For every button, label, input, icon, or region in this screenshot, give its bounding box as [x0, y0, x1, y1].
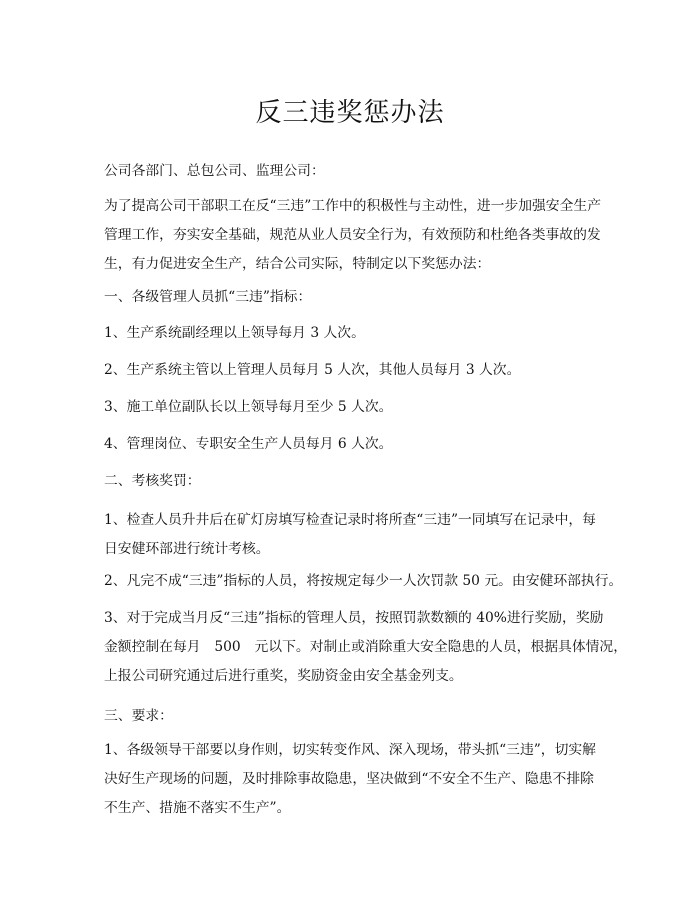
section3-item1-line: 不生产、措施不落实不生产”。 [104, 800, 291, 816]
document-title: 反三违奖惩办法 [255, 98, 445, 128]
section3-item1-line: 1、各级领导干部要以身作则，切实转变作风、深入现场，带头抓“三违”，切实解 [104, 742, 596, 758]
section2-item3-line: 金额控制在每月 500 元以下。对制止或消除重大安全隐患的人员，根据具体情况， [104, 639, 628, 655]
section2-item3-line: 3、对于完成当月反“三违”指标的管理人员，按照罚款数额的 40%进行奖励，奖励 [104, 610, 604, 626]
section1-item: 1、生产系统副经理以上领导每月 3 人次。 [104, 325, 365, 341]
section3-item1 [104, 736, 609, 823]
section2-item3 [104, 604, 628, 691]
section1-item: 3、施工单位副队长以上领导每月至少 5 人次。 [104, 399, 393, 415]
intro-line: 生，有力促进安全生产，结合公司实际，特制定以下奖惩办法： [104, 256, 491, 272]
section3-item1-line: 决好生产现场的问题，及时排除事故隐患，坚决做到“不安全不生产、隐患不排除 [104, 771, 594, 787]
section3-heading: 三、要求： [104, 708, 173, 724]
section1-item: 2、生产系统主管以上管理人员每月 5 人次，其他人员每月 3 人次。 [104, 362, 521, 378]
section2-item1-line: 日安健环部进行统计考核。 [104, 541, 270, 557]
salutation: 公司各部门、总包公司、监理公司： [104, 163, 325, 179]
section1-heading: 一、各级管理人员抓“三违”指标： [104, 289, 312, 305]
intro-line: 管理工作，夯实安全基础，规范从业人员安全行为，有效预防和杜绝各类事故的发 [104, 227, 601, 243]
section2-heading: 二、考核奖罚： [104, 473, 201, 489]
section1-item: 4、管理岗位、专职安全生产人员每月 6 人次。 [104, 436, 393, 452]
intro-paragraph [104, 192, 609, 279]
section2-item1 [104, 506, 609, 564]
section2-item2: 2、凡完不成“三违”指标的人员，将按规定每少一人次罚款 50 元。由安健环部执行。 [104, 573, 623, 589]
section2-item3-line: 上报公司研究通过后进行重奖，奖励资金由安全基金列支。 [104, 668, 463, 684]
section2-item1-line: 1、检查人员升井后在矿灯房填写检查记录时将所查“三违”一同填写在记录中，每 [104, 512, 596, 528]
intro-line: 为了提高公司干部职工在反“三违”工作中的积极性与主动性，进一步加强安全生产 [104, 198, 601, 214]
